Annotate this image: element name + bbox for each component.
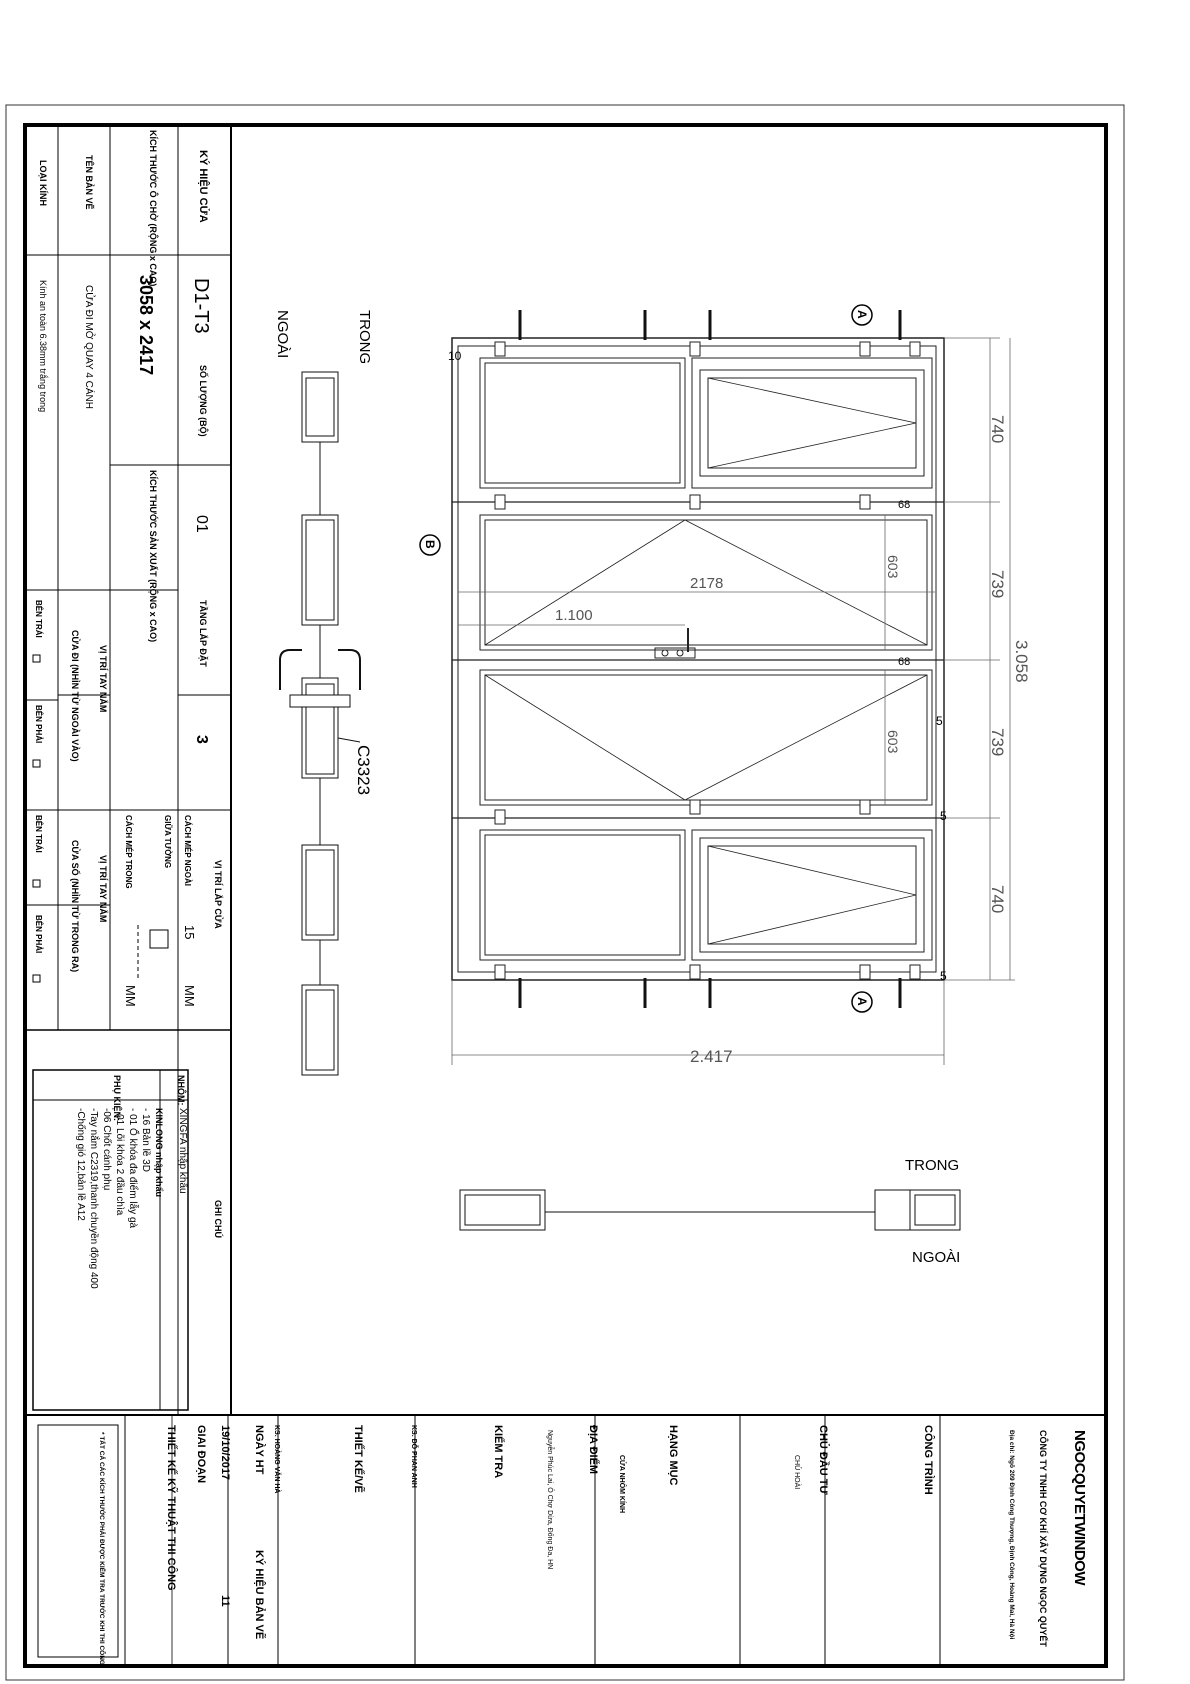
vi-tri-tay-nam-label-1: VỊ TRÍ TAY NẮM — [98, 645, 108, 713]
cua-so-label: CỬA SỔ (NHÌN TỪ TRONG RA) — [70, 840, 80, 973]
phu-kien-item-6: -Chống gió 12,bản lề A12 — [75, 1108, 86, 1221]
dia-diem-value: Nguyễn Phúc Lai, Ô Chợ Dừa, Đống Đa, HN — [546, 1430, 553, 1570]
checkbox-ben-trai-2[interactable] — [33, 880, 40, 887]
cach-mep-ngoai-unit: MM — [182, 985, 197, 1007]
section2-label-ngoai: NGOÀI — [912, 1249, 961, 1266]
cua-di-label: CỬA ĐI (NHÌN TỪ NGOÀI VÀO) — [70, 630, 80, 762]
cach-mep-ngoai-value: 15 — [182, 925, 197, 940]
dim-10: 10 — [448, 349, 462, 363]
section-a-bottom: A — [855, 997, 869, 1006]
dim-5-a: 5 — [940, 969, 947, 983]
dim-inner-height: 2178 — [690, 575, 724, 592]
vi-tri-tay-nam-label-2: VỊ TRÍ TAY NẮM — [98, 855, 108, 923]
nhom-value: XINGFA nhập khẩu — [177, 1108, 188, 1194]
phu-kien-item-3: - 01 Lõi khóa 2 đầu chìa — [114, 1108, 125, 1216]
section-b: B — [423, 540, 437, 549]
vi-tri-lap-cua-label: VỊ TRÍ LẮP CỬA — [213, 860, 223, 929]
ten-ban-ve-value: CỬA ĐI MỞ QUAY 4 CÁNH — [83, 285, 94, 409]
tang-lap-dat-label: TẦNG LẮP ĐẶT — [198, 600, 208, 667]
kiem-tra-label: KIỂM TRA — [492, 1425, 504, 1479]
section-profile-vertical — [280, 372, 360, 1075]
checkbox-ben-phai-2[interactable] — [33, 975, 40, 982]
checkbox-giua-tuong[interactable] — [150, 930, 168, 948]
chu-dau-tu-value: CHỦ HOÀI — [793, 1455, 800, 1490]
notes-panel — [33, 1030, 188, 1415]
company-name: CÔNG TY TNHH CƠ KHÍ XÂY DỰNG NGỌC QUYẾT — [1038, 1430, 1048, 1647]
hang-muc-label: HẠNG MỤC — [667, 1425, 679, 1486]
dim-panel-1: 740 — [988, 415, 1007, 444]
dimension-lines — [452, 338, 1015, 1065]
ben-trai-2: BÊN TRÁI — [34, 815, 43, 853]
dim-panel-2: 739 — [988, 570, 1007, 599]
dim-5-b: 5 — [940, 809, 947, 823]
dim-68-a: 68 — [898, 499, 911, 511]
section2-label-trong: TRONG — [905, 1157, 960, 1174]
dim-603-b: 603 — [885, 730, 901, 754]
ten-ban-ve-label: TÊN BẢN VẼ — [84, 155, 94, 210]
giai-doan-value: THIẾT KẾ KỸ THUẬT THI CÔNG — [165, 1425, 177, 1591]
section-markers — [420, 305, 872, 1012]
kiem-tra-value: KS. ĐỖ PHAN ANH — [410, 1425, 417, 1488]
loai-kinh-label: LOẠI KÍNH — [38, 160, 48, 206]
dim-603-a: 603 — [885, 555, 901, 579]
loai-kinh-value: Kính an toàn 6.38mm trắng trong — [38, 280, 48, 413]
kich-thuoc-o-cho-label: KÍCH THƯỚC Ô CHỜ (RỘNG x CAO) — [148, 130, 158, 287]
dim-handle-height: 1.100 — [555, 607, 593, 624]
phu-kien-label: PHỤ KIỆN: — [112, 1075, 122, 1122]
ngay-ht-value: 19/10/2017 — [219, 1425, 231, 1481]
section-profile-horizontal — [460, 1190, 960, 1230]
door-elevation — [452, 338, 944, 980]
dim-total-width: 3.058 — [1012, 640, 1031, 683]
ngay-ht-label: NGÀY HT — [253, 1425, 265, 1475]
dia-diem-label: ĐỊA ĐIỂM — [587, 1425, 599, 1475]
kich-thuoc-o-cho-value: 3058 x 2417 — [136, 275, 156, 376]
phu-kien-item-0: KINLONG nhập khẩu — [154, 1108, 164, 1198]
company-address: Địa chỉ: Ngõ 209 Định Công Thượng, Định Công, Hoàng Mai, Hà Nội — [1008, 1430, 1015, 1640]
phu-kien-item-5: -Tay nắm C2319,thanh chuyền động 400 — [88, 1108, 99, 1289]
cach-mep-ngoai-label: CÁCH MÉP NGOÀI — [183, 815, 192, 886]
giua-tuong-label: GIỮA TƯỜNG — [163, 815, 172, 869]
anchor-screws — [520, 310, 900, 1008]
ben-phai-2: BÊN PHẢI — [34, 915, 43, 954]
tang-lap-dat-value: 3 — [193, 735, 210, 744]
dim-5-c: 5 — [936, 714, 943, 728]
ky-hieu-ban-ve-value: 11 — [219, 1595, 231, 1607]
checkbox-ben-phai-1[interactable] — [33, 760, 40, 767]
so-luong-value: 01 — [193, 515, 210, 533]
dim-height: 2.417 — [690, 1047, 733, 1066]
section-label-trong: TRONG — [356, 310, 373, 365]
so-luong-label: SỐ LƯỢNG (BỘ) — [198, 365, 208, 437]
section-label-ngoai: NGOÀI — [274, 310, 291, 359]
ky-hieu-cua-label: KÝ HIỆU CỬA — [197, 150, 209, 223]
kich-thuoc-san-xuat-label: KÍCH THƯỚC SẢN XUẤT (RỘNG x CAO) — [148, 470, 158, 643]
checkbox-ben-trai-1[interactable] — [33, 655, 40, 662]
cach-mep-trong-label: CÁCH MÉP TRONG — [124, 815, 133, 889]
dim-68-b: 68 — [898, 656, 911, 668]
chu-dau-tu-label: CHỦ ĐẦU TƯ — [817, 1425, 829, 1495]
company-brand: NGOCQUYETWINDOW — [1071, 1430, 1088, 1585]
ben-phai-1: BÊN PHẢI — [34, 705, 43, 744]
phu-kien-item-2: - 01 Ổ khóa đa điểm lẫy gà — [127, 1108, 138, 1229]
dim-panel-3: 739 — [988, 728, 1007, 757]
ben-trai-1: BÊN TRÁI — [34, 600, 43, 638]
phu-kien-item-1: - 16 Bản lề 3D — [140, 1108, 151, 1172]
section-a-top: A — [855, 310, 869, 319]
ghi-chu-label: GHI CHÚ — [213, 1200, 223, 1238]
title-block — [25, 1415, 1106, 1666]
nhom-label: NHÔM: — [176, 1075, 186, 1106]
giai-doan-label: GIAI ĐOẠN — [195, 1425, 207, 1484]
ky-hieu-ban-ve-label: KÝ HIỆU BẢN VẼ — [253, 1550, 265, 1640]
thiet-ke-value: KS. HOÀNG VĂN HÀ — [273, 1425, 280, 1494]
profile-code: C3323 — [354, 745, 373, 796]
phu-kien-item-4: -06 Chốt cánh phụ — [101, 1108, 112, 1191]
cong-trinh-label: CÔNG TRÌNH — [922, 1425, 934, 1495]
ky-hieu-cua-value: D1-T3 — [190, 278, 212, 334]
hang-muc-value: CỬA NHÔM KÍNH — [618, 1455, 625, 1514]
cach-mep-trong-unit: MM — [123, 985, 138, 1007]
dim-panel-4: 740 — [988, 885, 1007, 914]
thiet-ke-label: THIẾT KẾ/VẼ — [352, 1425, 364, 1493]
title-block-note: * TẤT CẢ CÁC KÍCH THƯỚC PHẢI ĐƯỢC KIỂM TRA TRƯỚC KHI THI CÔNG — [98, 1432, 105, 1665]
